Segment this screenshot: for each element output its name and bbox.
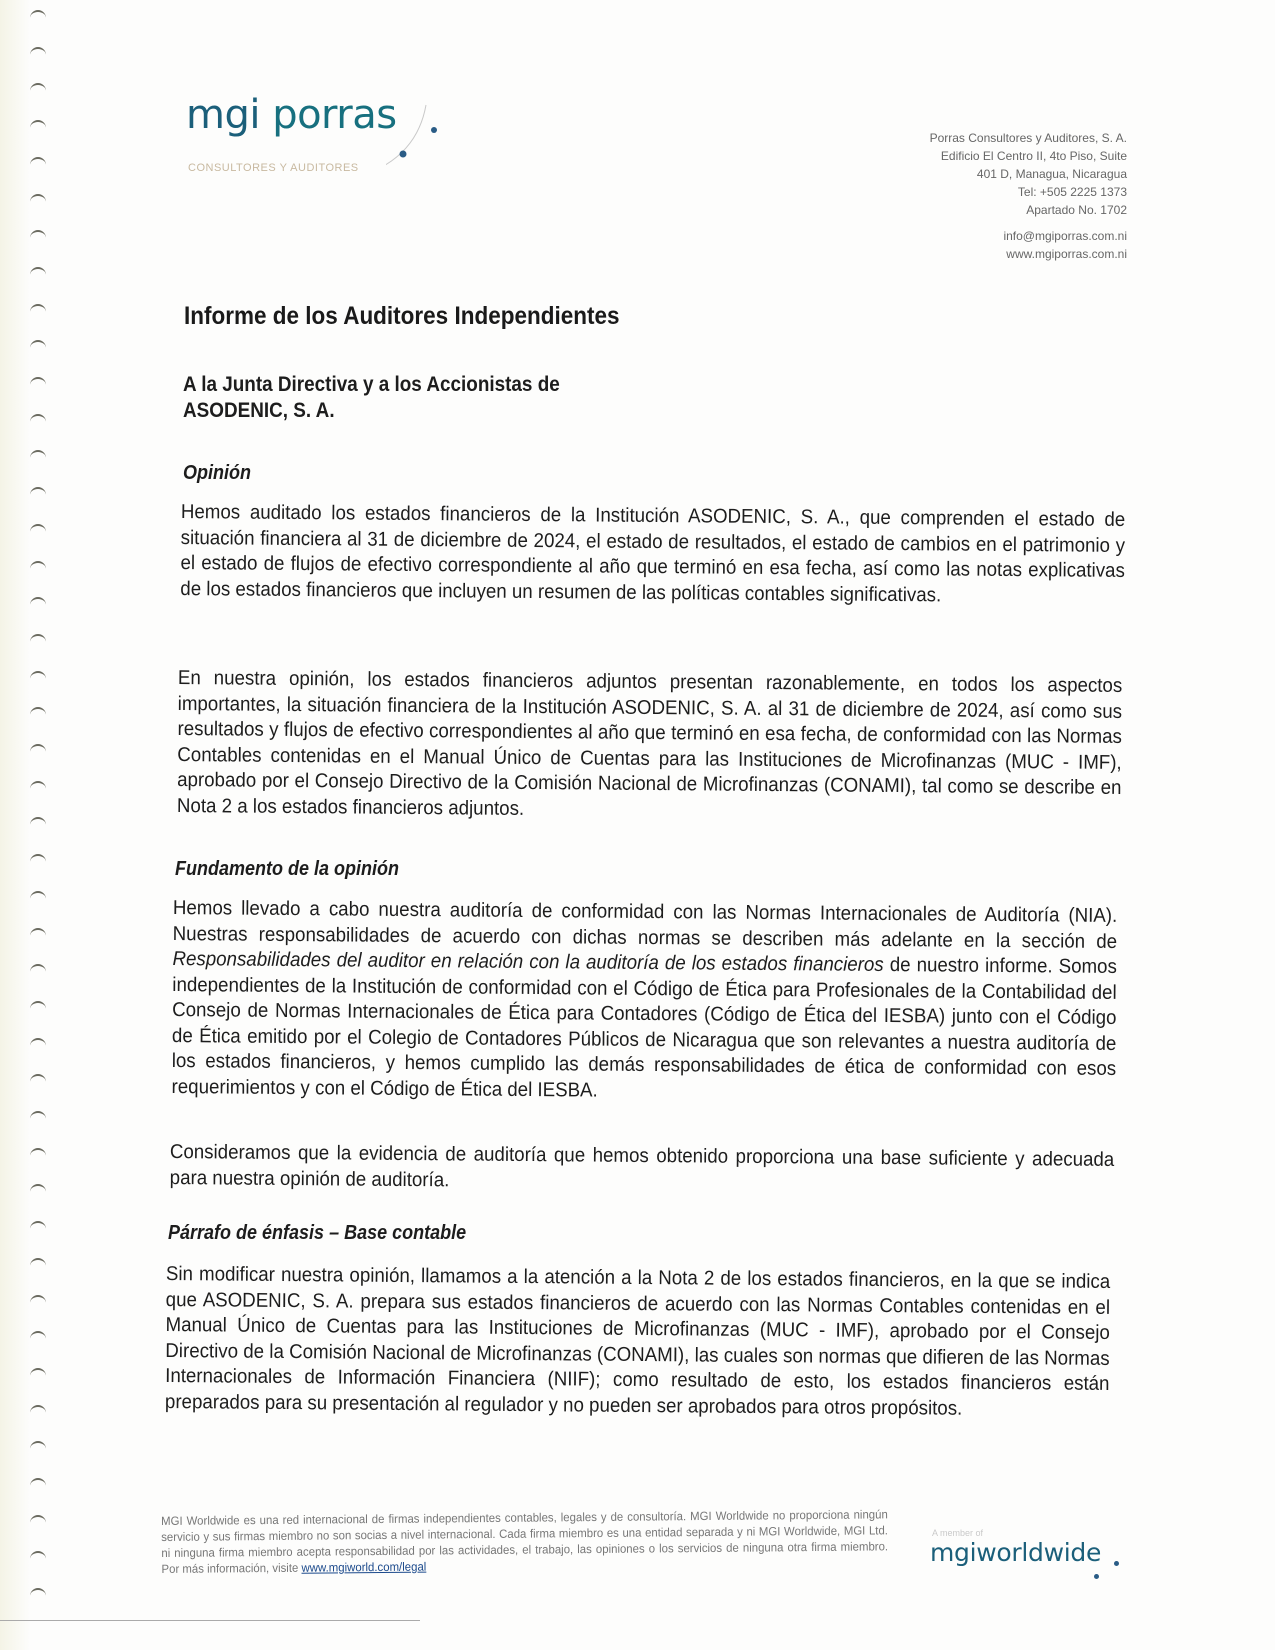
binder-hole	[30, 781, 46, 791]
address-line: Edificio El Centro II, 4to Piso, Suite	[940, 149, 1127, 163]
page-edge-line	[0, 1620, 420, 1621]
binder-hole	[30, 928, 46, 938]
binder-hole	[30, 340, 46, 350]
binder-hole	[30, 524, 46, 534]
opinion-paragraph-1: Hemos auditado los estados financieros de la Institución ASODENIC, S. A., que comprenden el estado de situación financiera al 31 de diciembre de 2024, el estado de resultados, el estado de cambios en el patrimonio y el estado de flujos de efectivo correspondiente al año que terminó en esa fecha, así como las notas explicativas de los estados financieros que incluyen un resumen de las políticas contables significativas.	[180, 500, 1126, 606]
binder-hole	[30, 1148, 46, 1158]
logo-dot-icon	[1094, 1574, 1099, 1579]
address-line: Apartado No. 1702	[1026, 203, 1127, 217]
binder-hole	[30, 1551, 46, 1561]
logo-porras: porras	[272, 92, 397, 138]
logo-mgi: mgi	[186, 92, 260, 138]
fundamento-italic-reference: Responsabilidades del auditor en relación con la auditoría de los estados financieros	[172, 947, 884, 976]
binder-hole	[30, 267, 46, 277]
binder-hole	[30, 1038, 46, 1048]
binder-hole	[30, 1111, 46, 1121]
heading-opinion: Opinión	[183, 462, 251, 484]
binder-edge	[0, 0, 60, 1650]
fundamento-text-b: de nuestro informe. Somos independientes de la Institución de conformidad con el Código de Ética para Profesionales de la Contabilidad del Consejo de Normas Internacionales de Ética para Contadores (Código de Ética del IESBA) junto con el Código de Ética emitido por el Colegio de Contadores Públicos de Nicaragua que son relevantes a nuestra auditoría de los estados financieros, y hemos cumplido las demás responsabilidades de ética de conformidad con esos requerimientos y con el Código de Ética del IESBA.	[171, 953, 1117, 1102]
enfasis-paragraph: Sin modificar nuestra opinión, llamamos a la atención a la Nota 2 de los estados financieros, en la que se indica que ASODENIC, S. A. prepara sus estados financieros de acuerdo con las Normas Contables contenidas en el Manual Único de Cuentas para las Instituciones de Microfinanzas (MUC - IMF), aprobado por el Consejo Directivo de la Comisión Nacional de Microfinanzas (CONAMI), las cuales son normas que difieren de las Normas Internacionales de Información Financiera (NIIF); como resultado de esto, los estados financieros están preparados para su presentación al regulador y no pueden ser aprobados para otros propósitos.	[164, 1263, 1111, 1420]
binder-hole	[30, 487, 46, 497]
binder-hole	[30, 10, 46, 20]
binder-hole	[30, 194, 46, 204]
binder-hole	[30, 304, 46, 314]
binder-hole	[30, 817, 46, 827]
binder-hole	[30, 230, 46, 240]
address-line: Porras Consultores y Auditores, S. A.	[929, 131, 1127, 145]
binder-hole	[30, 1441, 46, 1451]
fundamento-paragraph-1	[172, 896, 1118, 1108]
binder-hole	[30, 1368, 46, 1378]
mgi-porras-logo	[186, 92, 397, 174]
binder-hole	[30, 1221, 46, 1231]
disclaimer-text: MGI Worldwide es una red internacional de firmas independientes contables, legales y de consultoría. MGI Worldwide no proporciona ningún servicio y sus firmas miembro no son socias a nivel internacional. Cada firma miembro es una entidad separada y ni MGI Worldwide, MGI Ltd. ni ninguna firma miembro acepta responsabilidad por las actividades, el trabajo, las opiniones o los servicios de ninguna otra firma miembro. Por más información, visite	[161, 1507, 889, 1576]
binder-hole	[30, 1184, 46, 1194]
legal-link[interactable]: www.mgiworld.com/legal	[301, 1559, 427, 1575]
logo-tagline: CONSULTORES Y AUDITORES	[188, 162, 359, 174]
binder-hole	[30, 414, 46, 424]
binder-hole	[30, 707, 46, 717]
binder-hole	[30, 597, 46, 607]
binder-hole	[30, 671, 46, 681]
binder-hole	[30, 854, 46, 864]
fundamento-text-a: Hemos llevado a cabo nuestra auditoría de conformidad con las Normas Internacionales de Auditoría (NIA). Nuestras responsabilidades de acuerdo con dichas normas se describen más adelante en la sección de	[172, 896, 1118, 953]
binder-hole	[30, 1515, 46, 1525]
binder-hole	[30, 1478, 46, 1488]
mgi-worldwide-logo: mgiworldwide	[930, 1538, 1102, 1567]
binder-hole	[30, 1258, 46, 1268]
footer-disclaimer	[161, 1506, 888, 1577]
opinion-paragraph-2: En nuestra opinión, los estados financieros adjuntos presentan razonablemente, en todos los aspectos importantes, la situación financiera de la Institución ASODENIC, S. A. al 31 de diciembre de 2024, así como sus resultados y flujos de efectivo correspondientes al año que terminó en esa fecha, de conformidad con las Normas Contables contenidas en el Manual Único de Cuentas para las Instituciones de Microfinanzas (MUC - IMF), aprobado por el Consejo Directivo de la Comisión Nacional de Microfinanzas (CONAMI), tal como se describe en Nota 2 a los estados financieros adjuntos.	[176, 666, 1123, 820]
binder-hole	[30, 744, 46, 754]
addressee-line-1: A la Junta Directiva y a los Accionistas de	[183, 373, 560, 396]
binder-hole	[30, 157, 46, 167]
member-of-label: A member of	[932, 1528, 984, 1538]
address-line: 401 D, Managua, Nicaragua	[976, 167, 1127, 181]
binder-hole	[30, 891, 46, 901]
binder-hole	[30, 377, 46, 387]
heading-fundamento: Fundamento de la opinión	[175, 858, 400, 880]
heading-enfasis: Párrafo de énfasis – Base contable	[168, 1222, 467, 1244]
addressee	[183, 372, 560, 424]
firm-website[interactable]: www.mgiporras.com.ni	[1006, 247, 1127, 261]
binder-hole	[30, 1074, 46, 1084]
binder-hole	[30, 634, 46, 644]
firm-email[interactable]: info@mgiporras.com.ni	[1003, 229, 1127, 243]
address-line: Tel: +505 2225 1373	[1017, 185, 1127, 199]
binder-hole	[30, 964, 46, 974]
report-title: Informe de los Auditores Independientes	[184, 302, 620, 330]
binder-hole	[30, 450, 46, 460]
binder-hole	[30, 1295, 46, 1305]
binder-hole	[30, 120, 46, 130]
logo-dot-icon	[1114, 1561, 1119, 1566]
binder-hole	[30, 561, 46, 571]
firm-address-block	[930, 129, 1127, 263]
logo-swoosh-icon	[386, 100, 466, 180]
binder-hole	[30, 1001, 46, 1011]
binder-hole	[30, 47, 46, 57]
fundamento-paragraph-2: Consideramos que la evidencia de auditoría que hemos obtenido proporciona una base suficiente y adecuada para nuestra opinión de auditoría.	[169, 1141, 1115, 1191]
binder-hole	[30, 1588, 46, 1598]
addressee-line-2: ASODENIC, S. A.	[183, 399, 335, 422]
binder-hole	[30, 83, 46, 93]
binder-hole	[30, 1331, 46, 1341]
binder-hole	[30, 1405, 46, 1415]
